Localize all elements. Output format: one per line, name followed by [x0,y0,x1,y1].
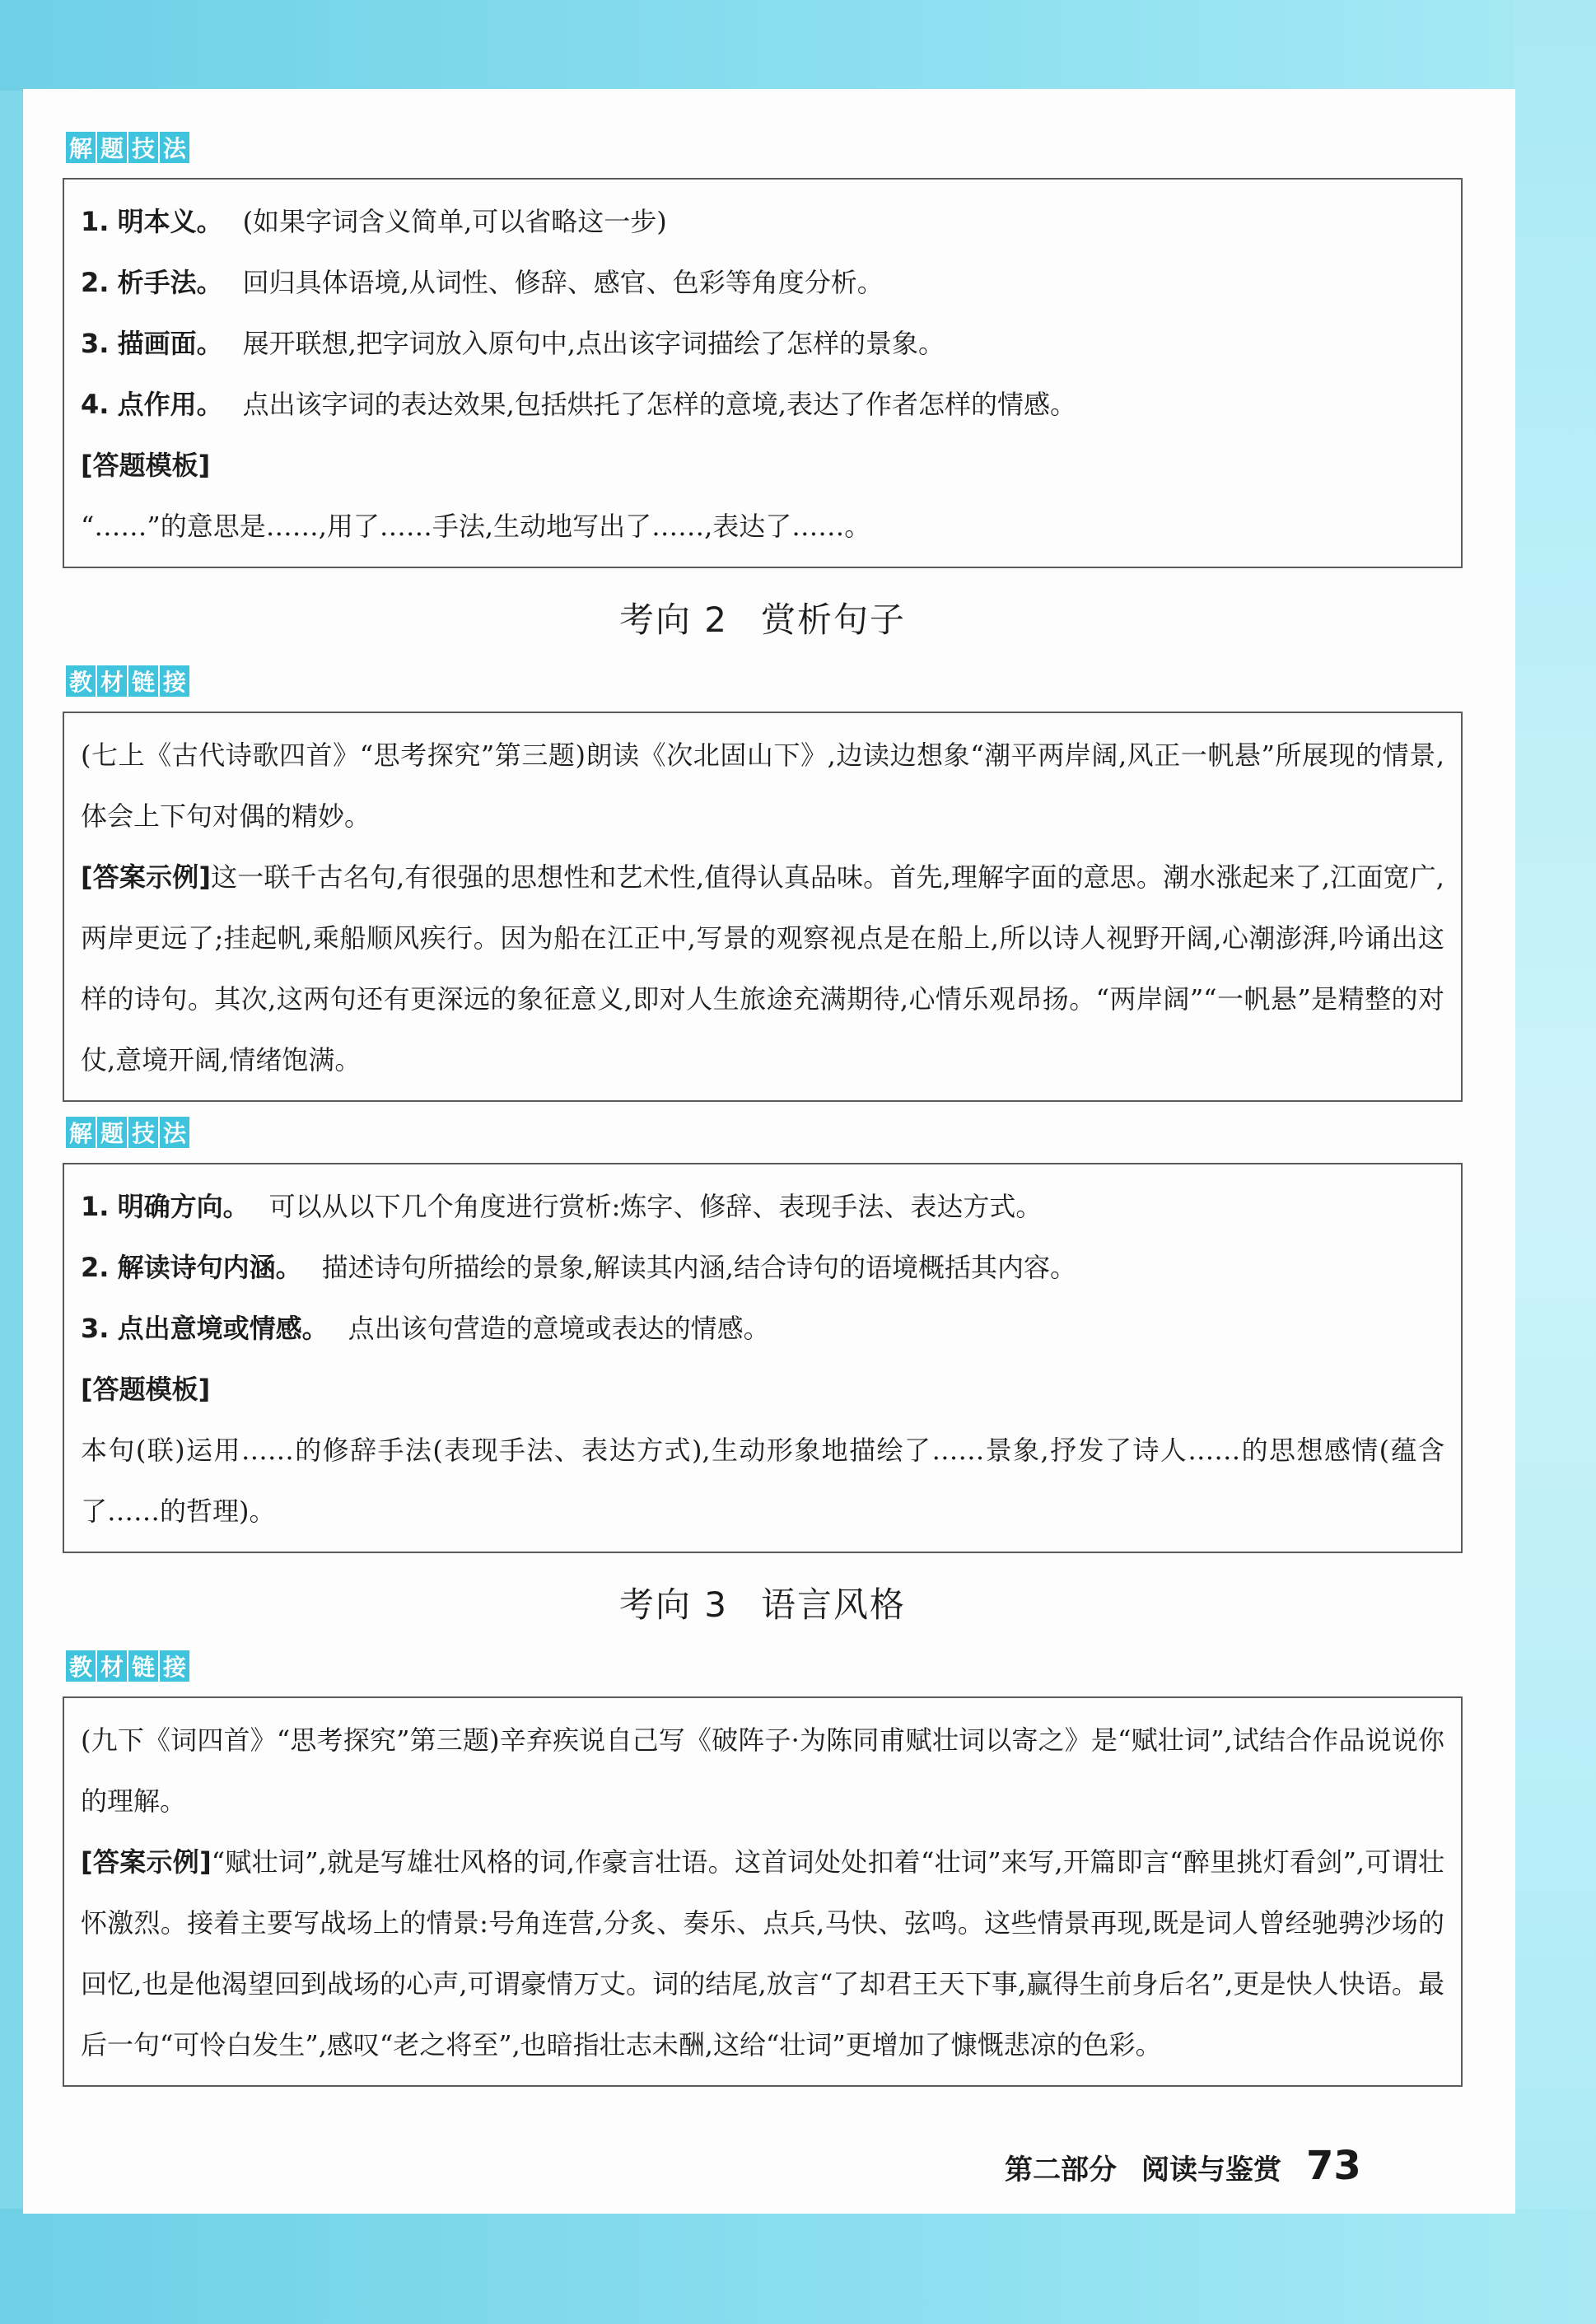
tag-char: 链 [128,1650,158,1682]
textbook-box-2 [63,1696,1463,2087]
tag-char: 解 [66,1117,96,1148]
tag-char: 法 [160,132,189,163]
tag-solving-technique [66,132,1463,163]
tag-char: 题 [97,1117,127,1148]
heading-title: 语言风格 [761,1584,907,1625]
step-number: 1. [81,206,110,237]
tag-char: 材 [97,665,127,697]
answer-label: [答案示例] [81,1846,212,1878]
page-number: 73 [1306,2143,1361,2189]
step-text: 可以从以下几个角度进行赏析:炼字、修辞、表现手法、表达方式。 [268,1191,1043,1222]
step-number: 4. [81,389,110,420]
template-label: [答题模板] [81,1374,211,1405]
step-label: 解读诗句内涵。 [117,1252,302,1283]
template-text: “……”的意思是……,用了……手法,生动地写出了……,表达了……。 [81,511,871,542]
step-text: 点出该字词的表达效果,包括烘托了怎样的意境,表达了作者怎样的情感。 [242,389,1076,420]
answer-label: [答案示例] [81,861,211,893]
answer-paragraph [81,1832,1444,2075]
page-sheet [23,89,1515,2214]
step-label: 明本义。 [117,206,223,237]
footer-part: 第二部分 [1005,2154,1117,2186]
tag-char: 技 [128,1117,158,1148]
step-row [81,374,1444,435]
template-label: [答题模板] [81,450,211,481]
footer-title: 阅读与鉴赏 [1141,2154,1281,2186]
page-content [63,132,1463,2102]
step-text: 描述诗句所描绘的景象,解读其内涵,结合诗句的语境概括其内容。 [321,1252,1076,1283]
step-number: 3. [81,328,110,359]
textbook-box-1 [63,712,1463,1102]
tag-char: 技 [128,132,158,163]
step-number: 2. [81,267,110,298]
bottom-color-band [0,2209,1596,2324]
heading-prefix: 考向 2 [618,600,729,640]
step-label: 描画面。 [117,328,223,359]
answer-text: “赋壮词”,就是写雄壮风格的词,作豪言壮语。这首词处处扣着“壮词”来写,开篇即言“醉里挑灯看剑”,可谓壮怀激烈。接着主要写战场上的情景:号角连营,分炙、奏乐、点兵,马快、弦鸣。这些情景再现,既是词人曾经驰骋沙场的回忆,也是他渴望回到战场的心声,可谓豪情万丈。词的结尾,放言“了却君王天下事,赢得生前身后名”,更是快人快语。最后一句“可怜白发生”,感叹“老之将至”,也暗指壮志未酬,这给“壮词”更增加了慷慨悲凉的色彩。 [81,1846,1444,2060]
tag-solving-technique [66,1117,1463,1148]
section-heading-3 [63,1578,1463,1627]
question-text: (七上《古代诗歌四首》“思考探究”第三题)朗读《次北固山下》,边读边想象“潮平两岸阔,风正一帆悬”所展现的情景,体会上下句对偶的精妙。 [81,740,1444,832]
tag-char: 教 [66,1650,96,1682]
template-text: 本句(联)运用……的修辞手法(表现手法、表达方式),生动形象地描绘了……景象,抒发了诗人……的思想感情(蕴含了……的哲理)。 [81,1435,1444,1527]
tag-char: 法 [160,1117,189,1148]
step-row [81,1298,1444,1359]
section-heading-2 [63,593,1463,642]
tag-char: 接 [160,1650,189,1682]
page-footer [1005,2143,1361,2189]
step-number: 3. [81,1313,110,1344]
step-text: 点出该句营造的意境或表达的情感。 [348,1313,770,1344]
tag-char: 教 [66,665,96,697]
question-text: (九下《词四首》“思考探究”第三题)辛弃疾说自己写《破阵子·为陈同甫赋壮词以寄之》是“赋壮词”,试结合作品说说你的理解。 [81,1724,1444,1817]
right-color-band [1514,0,1596,2324]
tag-char: 解 [66,132,96,163]
step-label: 点作用。 [117,389,223,420]
technique-box-2 [63,1163,1463,1553]
heading-title: 赏析句子 [761,600,907,640]
answer-text: 这一联千古名句,有很强的思想性和艺术性,值得认真品味。首先,理解字面的意思。潮水涨起来了,江面宽广,两岸更远了;挂起帆,乘船顺风疾行。因为船在江正中,写景的观察视点是在船上,所以诗人视野开阔,心潮澎湃,吟诵出这样的诗句。其次,这两句还有更深远的象征意义,即对人生旅途充满期待,心情乐观昂扬。“两岸阔”“一帆悬”是精整的对仗,意境开阔,情绪饱满。 [81,861,1444,1076]
step-text: 回归具体语境,从词性、修辞、感官、色彩等角度分析。 [242,267,884,298]
tag-textbook-link [66,665,1463,697]
tag-char: 材 [97,1650,127,1682]
step-row [81,252,1444,313]
technique-box-1 [63,178,1463,568]
step-text: (如果字词含义简单,可以省略这一步) [242,206,667,237]
step-row [81,313,1444,374]
top-color-band [0,0,1596,91]
step-row [81,191,1444,252]
step-number: 2. [81,1252,110,1283]
heading-prefix: 考向 3 [618,1584,729,1625]
step-row [81,1176,1444,1237]
step-label: 析手法。 [117,267,223,298]
tag-char: 题 [97,132,127,163]
tag-textbook-link [66,1650,1463,1682]
step-text: 展开联想,把字词放入原句中,点出该字词描绘了怎样的景象。 [242,328,945,359]
step-label: 明确方向。 [117,1191,250,1222]
tag-char: 链 [128,665,158,697]
tag-char: 接 [160,665,189,697]
step-number: 1. [81,1191,110,1222]
answer-paragraph [81,847,1444,1090]
step-row [81,1237,1444,1298]
step-label: 点出意境或情感。 [117,1313,329,1344]
